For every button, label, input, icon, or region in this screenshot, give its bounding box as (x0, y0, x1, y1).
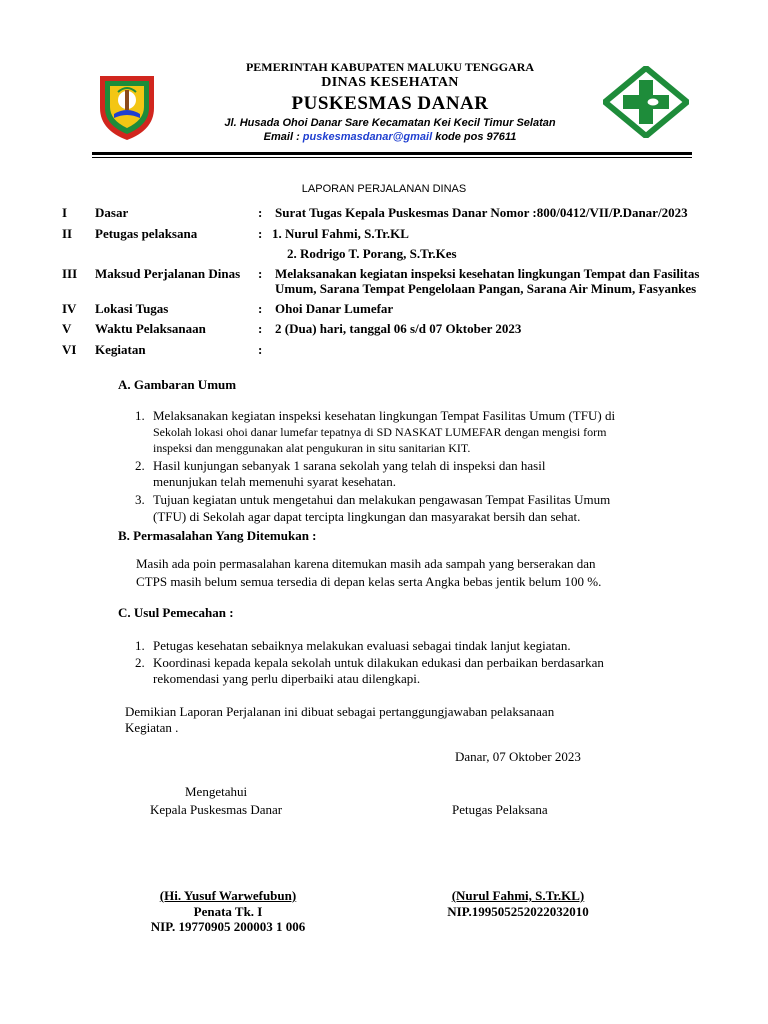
row-label: Maksud Perjalanan Dinas (95, 266, 241, 281)
row-colon: : (258, 342, 263, 357)
left-signer-title: Kepala Puskesmas Danar (150, 802, 283, 817)
list-item-line: Hasil kunjungan sebanyak 1 sarana sekolah yang telah di inspeksi dan hasil (153, 458, 546, 473)
left-signer-nip: NIP. 19770905 200003 1 006 (150, 919, 306, 934)
header-divider-thick (92, 152, 692, 155)
section-c-list (0, 638, 768, 698)
header-divider-thin (92, 157, 692, 158)
row-colon: : (258, 266, 263, 281)
list-item-line: Sekolah lokasi ohoi danar lumefar tepatnya di SD NASKAT LUMEFAR dengan mengisi form (153, 425, 607, 439)
section-b-heading: B. Permasalahan Yang Ditemukan : (118, 528, 317, 543)
section-b-text: Masih ada poin permasalahan karena ditemukan masih ada sampah yang berserakan dan (136, 556, 596, 571)
row-value: 2. Rodrigo T. Porang, S.Tr.Kes (287, 246, 457, 261)
list-item-line: Melaksanakan kegiatan inspeksi kesehatan lingkungan Tempat Fasilitas Umum (TFU) di (153, 408, 616, 423)
list-item-number: 2. (135, 655, 145, 670)
list-item-number: 2. (135, 458, 145, 473)
row-value: Umum, Sarana Tempat Pengelolaan Pangan, Sarana Air Minum, Fasyankes (275, 281, 697, 296)
row-colon: : (258, 205, 263, 220)
row-value: Ohoi Danar Lumefar (275, 301, 394, 316)
list-item-line: Petugas kesehatan sebaiknya melakukan evaluasi sebagai tindak lanjut kegiatan. (153, 638, 571, 653)
left-signer-name: (Hi. Yusuf Warwefubun) (159, 888, 297, 903)
row-label: Kegiatan (95, 342, 146, 357)
row-num: I (62, 205, 68, 220)
row-label: Petugas pelaksana (95, 226, 198, 241)
section-c-heading: C. Usul Pemecahan : (118, 605, 234, 620)
list-item-number: 1. (135, 408, 145, 423)
maluku-tenggara-emblem-icon (92, 70, 162, 142)
row-value: Melaksanakan kegiatan inspeksi kesehatan lingkungan Tempat dan Fasilitas (275, 266, 700, 281)
closing-text: Demikian Laporan Perjalanan ini dibuat sebagai pertanggungjawaban pelaksanaan (125, 704, 555, 719)
right-signer-title: Petugas Pelaksana (452, 802, 548, 817)
list-item-number: 3. (135, 492, 145, 507)
list-item-line: rekomendasi yang perlu diperbaiki atau dilengkapi. (153, 671, 421, 686)
acknowledged-label: Mengetahui (185, 784, 248, 799)
closing-text: Kegiatan . (125, 720, 179, 735)
list-item-line: inspeksi dan menggunakan alat pengukuran in situ sanitarian KIT. (153, 441, 471, 455)
row-colon: : (258, 226, 263, 241)
row-value: 1. Nurul Fahmi, S.Tr.KL (272, 226, 409, 241)
list-item-line: Tujuan kegiatan untuk mengetahui dan melakukan pengawasan Tempat Fasilitas Umum (153, 492, 611, 507)
puskesmas-cross-icon (603, 66, 689, 138)
list-item-number: 1. (135, 638, 145, 653)
row-label: Waktu Pelaksanaan (95, 321, 206, 336)
document-title: LAPORAN PERJALANAN DINAS (301, 183, 467, 195)
header-address: Jl. Husada Ohoi Danar Sare Kecamatan Kei Kecil Timur Selatan (224, 117, 556, 129)
section-a-list (0, 408, 768, 528)
row-num: II (62, 226, 73, 241)
section-a-heading: A. Gambaran Umum (118, 377, 237, 392)
row-colon: : (258, 321, 263, 336)
list-item-line: menunjukan telah memenuhi syarat kesehatan. (153, 474, 396, 489)
section-b-text: CTPS masih belum semua tersedia di depan kelas serta Angka bebas jentik belum 100 %. (136, 574, 602, 589)
date-place: Danar, 07 Oktober 2023 (455, 749, 581, 764)
row-colon: : (258, 301, 263, 316)
left-signer-rank: Penata Tk. I (193, 904, 263, 919)
row-label: Lokasi Tugas (95, 301, 169, 316)
header-agency: DINAS KESEHATAN (321, 75, 459, 90)
list-item-line: Koordinasi kepada kepala sekolah untuk dilakukan edukasi dan perbaikan berdasarkan (153, 655, 604, 670)
header-contact: Email : puskesmasdanar@gmail kode pos 97611 (263, 131, 517, 143)
right-signer-name: (Nurul Fahmi, S.Tr.KL) (451, 888, 585, 903)
row-num: IV (62, 301, 77, 316)
row-label: Dasar (95, 205, 129, 220)
right-signer-nip: NIP.199505252022032010 (447, 904, 589, 919)
email-link[interactable]: puskesmasdanar@gmail (302, 131, 433, 143)
row-num: III (62, 266, 78, 281)
row-num: VI (62, 342, 77, 357)
row-num: V (62, 321, 72, 336)
header-government: PEMERINTAH KABUPATEN MALUKU TENGGARA (245, 60, 535, 74)
list-item-line: (TFU) di Sekolah agar dapat tercipta lingkungan dan masyarakat bersih dan sehat. (153, 509, 581, 524)
row-value: Surat Tugas Kepala Puskesmas Danar Nomor :800/0412/VII/P.Danar/2023 (275, 205, 688, 220)
header-puskesmas: PUSKESMAS DANAR (291, 93, 489, 114)
row-value: 2 (Dua) hari, tanggal 06 s/d 07 Oktober 2023 (275, 321, 522, 336)
